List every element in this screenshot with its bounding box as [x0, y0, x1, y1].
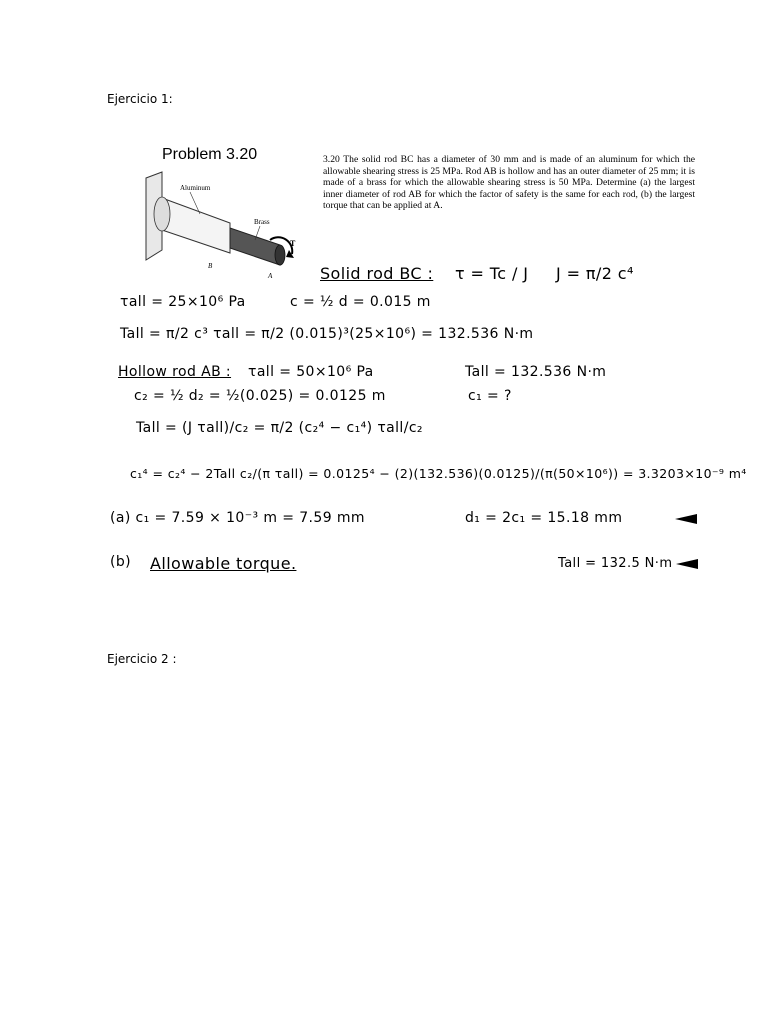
shear-formula: τ = Tc / J: [455, 264, 529, 283]
torque-solid: Tall = π/2 c³ τall = π/2 (0.015)³(25×10⁶) = 132.536 N·m: [120, 326, 534, 342]
problem-statement: 3.20 The solid rod BC has a diameter of 30 mm and is made of an aluminum for which the allowable shearing stress is 25 MPa. Rod AB is hollow and has an outer diameter of 25 mm; it is made of a brass for which the allowable shearing stress is 50 MPa. Determine (a) the largest inner diameter of rod AB for which the factor of safety is the same for each rod, (b) the largest torque that can be applied at A.: [323, 154, 695, 212]
point-a-label: A: [268, 272, 273, 280]
tau-all-hollow: τall = 50×10⁶ Pa: [248, 364, 374, 380]
c1-fourth-power: c₁⁴ = c₂⁴ − 2Tall c₂/(π τall) = 0.0125⁴ − (2)(132.536)(0.0125)/(π(50×10⁶)) = 3.3203×10⁻⁹ m⁴: [130, 466, 747, 481]
outer-radius-c2: c₂ = ½ d₂ = ½(0.025) = 0.0125 m: [134, 388, 386, 404]
answer-b-arrow: [676, 558, 698, 570]
polar-moment-formula: J = π/2 c⁴: [556, 264, 634, 283]
radius-c: c = ½ d = 0.015 m: [290, 294, 431, 310]
hollow-rod-heading: Hollow rod AB :: [118, 364, 232, 380]
problem-title: Problem 3.20: [162, 146, 258, 163]
problem-image: [110, 140, 747, 638]
torque-all-hollow: Tall = 132.536 N·m: [465, 364, 607, 380]
allowable-torque-label: Allowable torque.: [150, 554, 297, 573]
torque-label: T: [290, 239, 296, 248]
rod-diagram: [140, 168, 298, 280]
inner-radius-unknown: c₁ = ?: [468, 388, 512, 404]
exercise-1-heading: Ejercicio 1:: [107, 92, 173, 106]
inner-diameter-result: d₁ = 2c₁ = 15.18 mm: [465, 510, 623, 526]
aluminum-label: Aluminum: [180, 184, 211, 192]
answer-a: (a) c₁ = 7.59 × 10⁻³ m = 7.59 mm: [110, 510, 365, 526]
answer-a-arrow: [675, 513, 697, 525]
point-b-label: B: [208, 262, 213, 270]
tau-all-solid: τall = 25×10⁶ Pa: [120, 294, 246, 310]
brass-label: Brass: [254, 218, 270, 226]
solid-rod-heading: Solid rod BC :: [320, 264, 434, 283]
exercise-2-heading: Ejercicio 2 :: [107, 652, 177, 666]
part-b-label: (b): [110, 554, 132, 570]
allowable-torque-result: Tall = 132.5 N·m: [558, 556, 673, 571]
hollow-torque-formula: Tall = (J τall)/c₂ = π/2 (c₂⁴ − c₁⁴) τall/c₂: [136, 420, 423, 436]
